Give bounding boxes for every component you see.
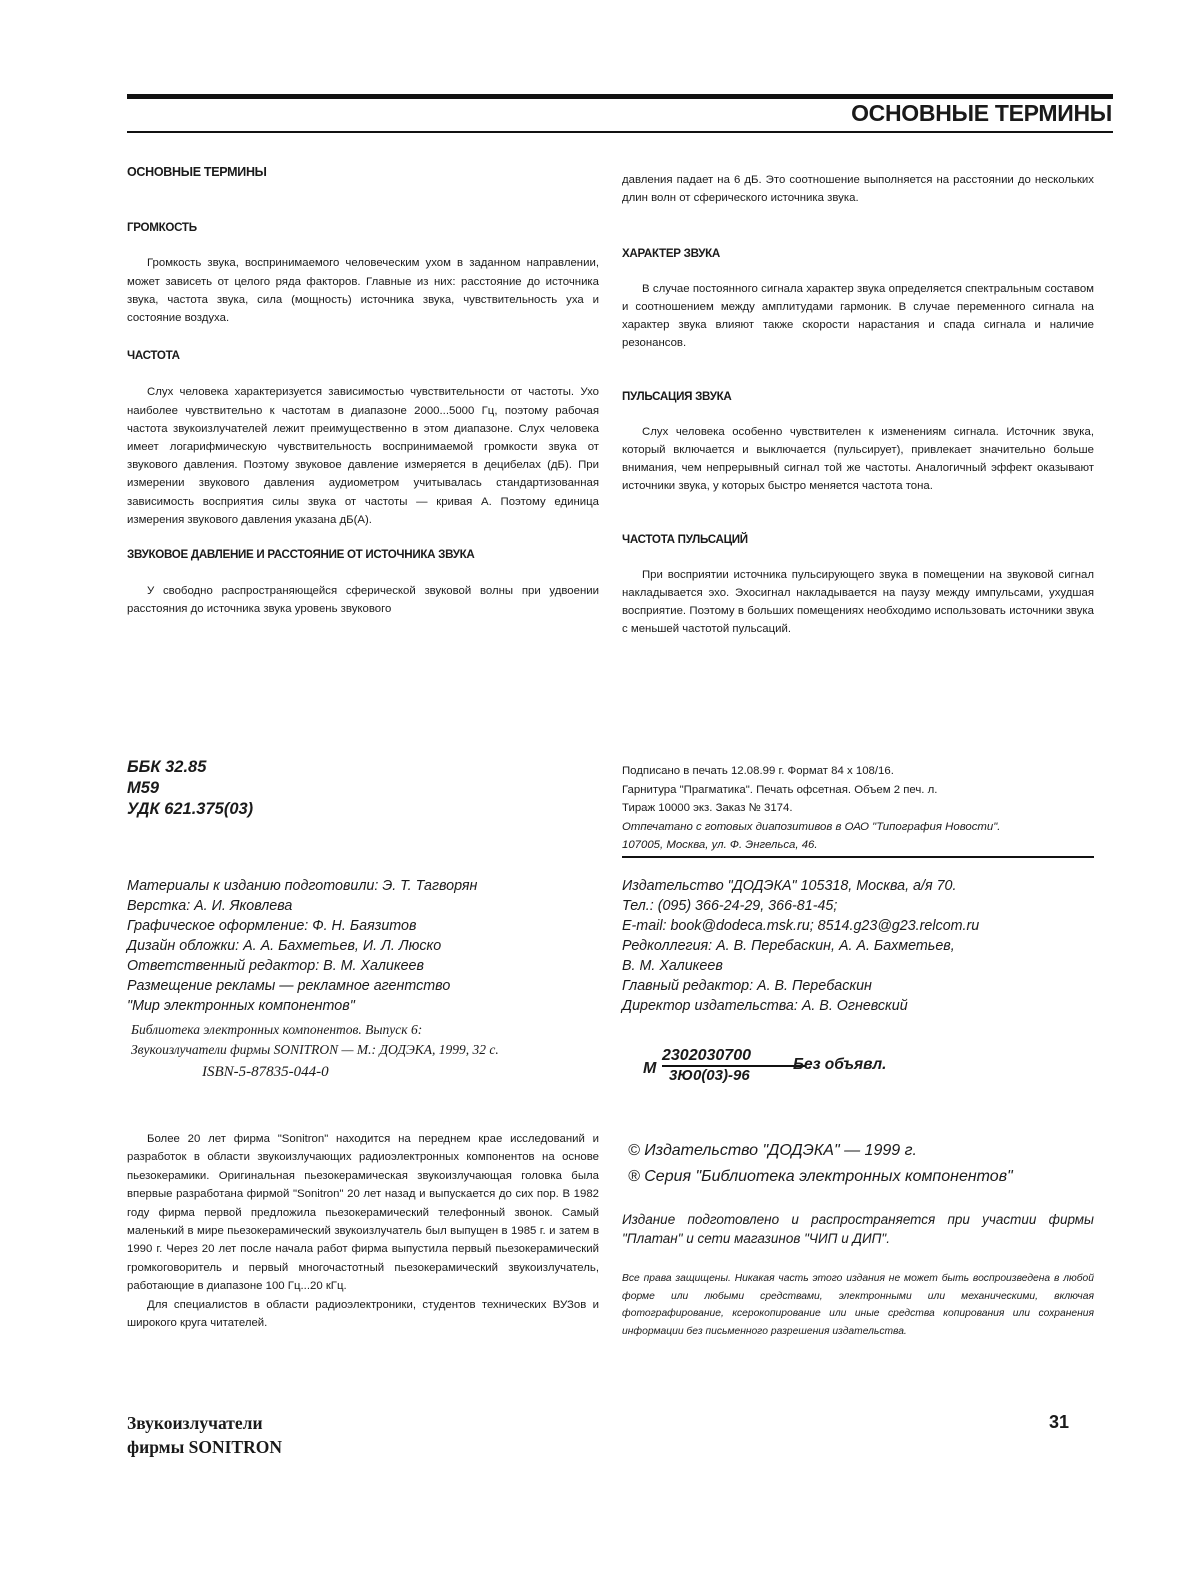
publisher-line: E-mail: book@dodeca.msk.ru; 8514.g23@g23.relcom.ru bbox=[622, 918, 980, 934]
header-rule bbox=[127, 94, 1113, 99]
rights-notice: Все права защищены. Никакая часть этого издания не может быть воспроизведена в любой форме или любыми средствами, электронными или механическими, включая фотографирование, ксерокопирование или иные средства копирования или сохранения информации без письменного разрешения издательства. bbox=[622, 1273, 1094, 1337]
imprint-line: Отпечатано с готовых диапозитивов в ОАО "Типография Новости". bbox=[622, 820, 1001, 833]
section-text-pulsation: Слух человека особенно чувствителен к изменениям сигнала. Источник звука, который включается и выключается (пульсирует), привлекает значительно больше внимания, чем непрерывный сигнал той же частоты. Аналогичный эффект оказывают источники звука, у которых быстро меняется частота тона. bbox=[622, 425, 1094, 493]
section-title-pressure: ЗВУКОВОЕ ДАВЛЕНИЕ И РАССТОЯНИЕ ОТ ИСТОЧНИКА ЗВУКА bbox=[127, 548, 475, 562]
left-column bbox=[127, 163, 599, 619]
publisher-line: Издательство "ДОДЭКА" 105318, Москва, а/я 70. bbox=[622, 878, 957, 894]
page-number: 31 bbox=[1048, 1412, 1069, 1432]
imprint-line: Подписано в печать 12.08.99 г. Формат 84 x 108/16. bbox=[622, 765, 894, 777]
footer-series bbox=[127, 1411, 282, 1459]
credit-line: Дизайн обложки: А. А. Бахметьев, И. Л. Люско bbox=[127, 938, 442, 954]
continuation-text: давления падает на 6 дБ. Это соотношение выполняется на расстоянии до нескольких длин волн от сферического источника звука. bbox=[622, 174, 1094, 205]
section-text-character: В случае постоянного сигнала характер звука определяется спектральным составом и соотношением между амплитудами гармоник. В случае переменного сигнала на характер звука влияют также скорости нарастания и спада сигнала и наличие резонансов. bbox=[622, 282, 1094, 350]
udk-code: УДК 621.375(03) bbox=[127, 800, 254, 818]
bibliographic-record bbox=[131, 1020, 499, 1060]
copyright-line: © Издательство "ДОДЭКА" — 1999 г. bbox=[628, 1142, 917, 1159]
promo-paragraph: Более 20 лет фирма "Sonitron" находится на переднем крае исследований и разработок в области звукоизлучающих радиоэлектронных компонентов на основе пьезокерамики. Оригинальная пьезокерамическая звукоизлучающая головка была впервые разработана фирмой "Sonitron" 20 лет назад и выпускается до сих пор. В 1982 году фирма первой предложила пьезокерамический телефонный звонок. Самый маленький в мире пьезокерамический звукоизлучатель был выпущен в 1985 г. и затем в 1990 г. Через 20 лет после начала работ фирма выпустила первый пьезокерамический громкоговоритель и первый многочастотный пьезокерамический звукоизлучатель, работающие в диапазоне 100 Гц...20 кГц. bbox=[127, 1133, 599, 1293]
credit-line: Верстка: А. И. Яковлева bbox=[127, 898, 293, 914]
author-code: М59 bbox=[127, 779, 160, 797]
section-text-pulse-frequency: При восприятии источника пульсирующего звука в помещении на звуковой сигнал накладывается эхо. Эхосигнал накладывается на паузу между импульсами, ухудшая восприятие. Поэтому в больших помещениях необходимо использовать источники звука с меньшей частотой пульсаций. bbox=[622, 568, 1094, 636]
section-title-loudness: ГРОМКОСТЬ bbox=[127, 221, 197, 235]
price-numerator: 2302030700 bbox=[662, 1047, 805, 1067]
publisher-line: Тел.: (095) 366-24-29, 366-81-45; bbox=[622, 898, 838, 914]
publisher-block bbox=[622, 876, 979, 1016]
section-text-loudness: Громкость звука, воспринимаемого человеческим ухом в заданном направлении, может зависеть от целого ряда факторов. Главные из них: расстояние до источника звука, частота звука, сила (мощность) источника звука, чувствительность уха и состояние воздуха. bbox=[127, 257, 599, 325]
main-section-title: ОСНОВНЫЕ ТЕРМИНЫ bbox=[127, 165, 267, 179]
credit-line: "Мир электронных компонентов" bbox=[127, 998, 355, 1014]
publisher-line: В. М. Халикеев bbox=[622, 958, 723, 974]
header-underline bbox=[127, 131, 1113, 133]
page-header-title: ОСНОВНЫЕ ТЕРМИНЫ bbox=[851, 100, 1112, 126]
section-title-character: ХАРАКТЕР ЗВУКА bbox=[622, 247, 720, 261]
participation-note: Издание подготовлено и распространяется при участии фирмы "Платан" и сети магазинов "ЧИП и ДИП". bbox=[622, 1212, 1094, 1246]
imprint-line: 107005, Москва, ул. Ф. Энгельса, 46. bbox=[622, 839, 818, 851]
biblio-line: Звукоизлучатели фирмы SONITRON — М.: ДОДЭКА, 1999, 32 с. bbox=[131, 1042, 499, 1057]
price-letter: М bbox=[643, 1060, 657, 1077]
promo-block bbox=[127, 1130, 599, 1332]
publisher-line: Редколлегия: А. В. Перебаскин, А. А. Бахметьев, bbox=[622, 938, 955, 954]
credit-line: Графическое оформление: Ф. Н. Баязитов bbox=[127, 918, 417, 934]
publisher-line: Директор издательства: А. В. Огневский bbox=[622, 998, 908, 1014]
credit-line: Размещение рекламы — рекламное агентство bbox=[127, 978, 451, 994]
imprint-line: Гарнитура "Прагматика". Печать офсетная. Объем 2 печ. л. bbox=[622, 783, 938, 796]
credit-line: Материалы к изданию подготовили: Э. Т. Тагворян bbox=[127, 878, 478, 894]
price-denominator: 3Ю0(03)-96 bbox=[669, 1067, 750, 1084]
credits-block bbox=[127, 876, 477, 1016]
section-text-frequency: Слух человека характеризуется зависимостью чувствительности от частоты. Ухо наиболее чувствительно к частотам в диапазоне 2000...5000 Гц, поэтому рабочая частота звукоизлучателей лежит преимущественно в этом диапазоне. Слух человека имеет логарифмическую чувствительность воспринимаемой громкости звука от звукового давления. Поэтому звуковое давление измеряется в децибелах (дБ). При измерении звукового давления аудиометром учитывалась стандартизованная зависимость восприятия силы звука от частоты — кривая А. Поэтому единица измерения звукового давления указана дБ(А). bbox=[127, 386, 599, 526]
footer-line: Звукоизлучатели bbox=[127, 1413, 263, 1433]
imprint-block bbox=[622, 762, 1102, 855]
promo-audience: Для специалистов в области радиоэлектроники, студентов технических ВУЗов и широкого круга читателей. bbox=[127, 1298, 599, 1330]
publisher-line: Главный редактор: А. В. Перебаскин bbox=[622, 978, 872, 994]
section-title-pulsation: ПУЛЬСАЦИЯ ЗВУКА bbox=[622, 390, 732, 404]
credit-line: Ответственный редактор: В. М. Халикеев bbox=[127, 958, 424, 974]
imprint-rule bbox=[622, 856, 1094, 858]
imprint-line: Тираж 10000 экз. Заказ № 3174. bbox=[622, 802, 793, 814]
section-title-frequency: ЧАСТОТА bbox=[127, 349, 180, 363]
footer-line: фирмы SONITRON bbox=[127, 1437, 282, 1457]
bbk-code: ББК 32.85 bbox=[127, 758, 207, 776]
series-line: ® Серия "Библиотека электронных компонентов" bbox=[628, 1168, 1013, 1185]
biblio-line: Библиотека электронных компонентов. Выпуск 6: bbox=[131, 1022, 423, 1037]
isbn: ISBN-5-87835-044-0 bbox=[202, 1064, 329, 1080]
section-text-pressure: У свободно распространяющейся сферической звуковой волны при удвоении расстояния до источника звука уровень звукового bbox=[127, 585, 599, 616]
price-note: Без объявл. bbox=[793, 1056, 887, 1073]
section-title-pulse-frequency: ЧАСТОТА ПУЛЬСАЦИЙ bbox=[622, 533, 748, 547]
copyright-block bbox=[628, 1138, 1013, 1190]
classification-block bbox=[127, 757, 253, 820]
right-column bbox=[622, 171, 1094, 638]
